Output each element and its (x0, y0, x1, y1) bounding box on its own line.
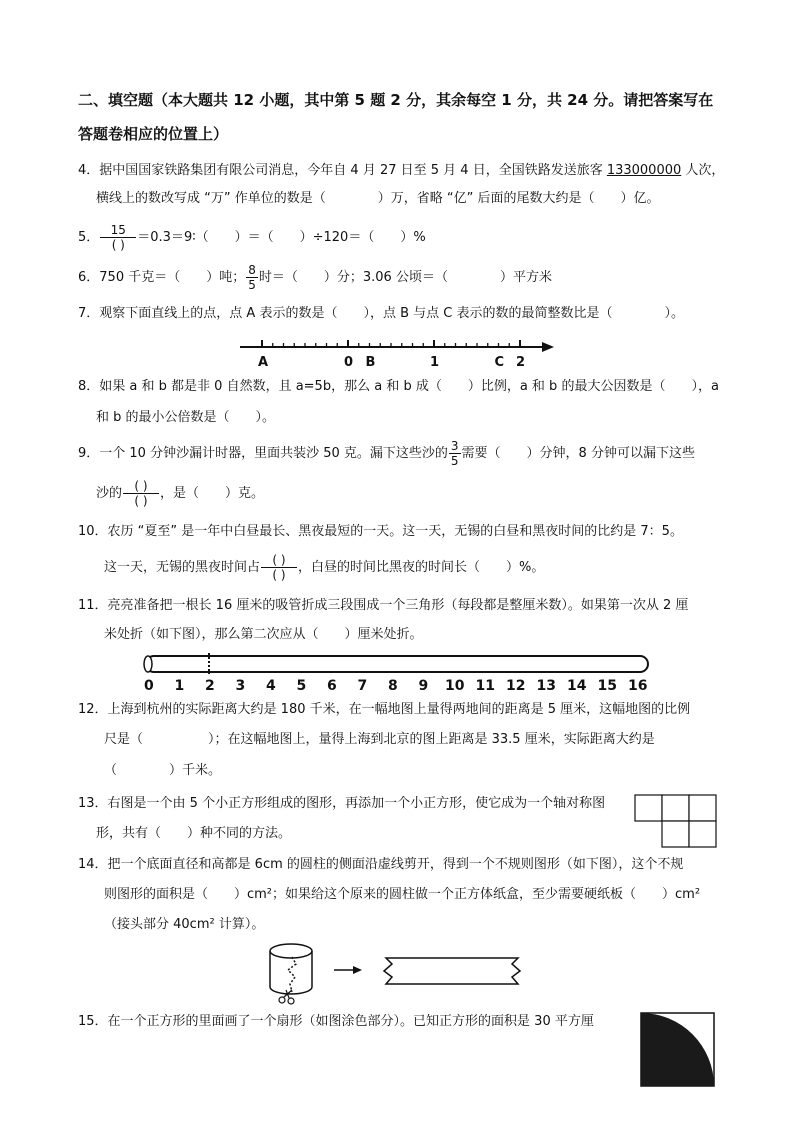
square (689, 795, 716, 821)
ruler-label: 7 (357, 678, 368, 694)
question-number: 4． (78, 163, 100, 178)
question-number: 9． (78, 446, 100, 461)
cut-dashed-line (288, 957, 296, 992)
cylinder-top (270, 944, 312, 958)
fraction: $\frac{3}{5}$ (450, 439, 459, 468)
question-number: 14． (78, 857, 108, 872)
question-5: 5． $\frac{15}{( )}$ ＝0.3＝9∶（ ）＝（ ）÷120＝（ ）% (78, 223, 426, 252)
ruler-label: 10 (445, 678, 465, 694)
ruler-label: 11 (475, 678, 495, 694)
question-number: 10． (78, 524, 108, 539)
fraction: $\frac{( )}{( )}$ (261, 553, 297, 582)
ruler-label: 0 (144, 678, 154, 694)
fraction: $\frac{( )}{( )}$ (123, 479, 159, 508)
question-number: 13． (78, 796, 108, 811)
number-line-label: C (494, 355, 505, 370)
question-9: 9．一个 10 分钟沙漏计时器，里面共装沙 50 克。漏下这些沙的 $\frac{3}{5}$ 需要（ ）分钟，8 分钟可以漏下这些 (78, 439, 695, 468)
question-12-line2: 尺是（ ）；在这幅地图上，量得上海到北京的图上距离是 33.5 厘米，实际距离大约是 (104, 732, 655, 747)
question-6: 6．750 千克＝（ ）吨； $\frac{8}{5}$ 时＝（ ）分；3.06 公顷＝（ ）平方米 (78, 263, 552, 292)
cylinder-cut-figure (262, 940, 532, 1008)
question-15: 15．在一个正方形的里面画了一个扇形（如图涂色部分）。已知正方形的面积是 30 平方厘 (78, 1014, 594, 1029)
unrolled-shape (384, 958, 520, 984)
question-12-line3: （ ）千米。 (104, 763, 222, 778)
arrow-head-icon (542, 342, 554, 352)
question-number: 6． (78, 270, 100, 285)
five-squares-figure (634, 794, 718, 850)
question-number: 8． (78, 379, 100, 394)
question-13: 13．右图是一个由 5 个小正方形组成的图形，再添加一个小正方形，使它成为一个轴对称图 (78, 796, 606, 811)
number-line-figure (238, 330, 558, 370)
scissors-icon (279, 990, 294, 1004)
question-11-line2: 米处折（如下图），那么第二次应从（ ）厘米处折。 (104, 627, 423, 642)
straw-end (144, 656, 152, 672)
fraction: $\frac{8}{5}$ (248, 263, 256, 292)
fraction: $\frac{15}{( )}$ (100, 223, 136, 252)
number-line-label: 2 (516, 355, 526, 370)
question-12: 12．上海到杭州的实际距离大约是 180 千米，在一幅地图上量得两地间的距离是 5 厘米，这幅地图的比例 (78, 702, 691, 717)
square (635, 795, 662, 821)
question-10: 10．农历 “夏至” 是一年中白昼最长、黑夜最短的一天。这一天，无锡的白昼和黑夜时间的比约是 7：5。 (78, 524, 683, 539)
question-number: 12． (78, 702, 108, 717)
underlined-number: 133000000 (606, 163, 682, 178)
question-14: 14．把一个底面直径和高都是 6cm 的圆柱的侧面沿虚线剪开，得到一个不规则图形（如下图），这个不规 (78, 857, 684, 872)
ruler-label: 8 (388, 678, 398, 694)
ruler-label: 9 (418, 678, 429, 694)
ruler-label: 12 (506, 678, 526, 694)
question-9-line2: 沙的 $\frac{( )}{( )}$ ，是（ ）克。 (96, 479, 265, 508)
question-7: 7．观察下面直线上的点，点 A 表示的数是（ ），点 B 与点 C 表示的数的最简整数比是（ ）。 (78, 306, 684, 321)
ruler-label: 5 (296, 678, 307, 694)
ruler-label: 13 (536, 678, 556, 694)
question-11: 11．亮亮准备把一根长 16 厘米的吸管折成三段围成一个三角形（每段都是整厘米数）。如果第一次从 2 厘 (78, 598, 689, 613)
section-heading: 二、填空题（本大题共 12 小题，其中第 5 题 2 分，其余每空 1 分，共 24 分。请把答案写在 (78, 91, 714, 109)
ruler-label: 1 (174, 678, 185, 694)
number-line-label: 1 (430, 355, 440, 370)
ruler-label: 2 (205, 678, 215, 694)
ruler-label: 4 (266, 678, 276, 694)
square (689, 821, 716, 847)
question-4-line2: 横线上的数改写成 “万” 作单位的数是（ ）万，省略 “亿” 后面的尾数大约是（ ）亿。 (96, 191, 660, 206)
question-14-line3: （接头部分 40cm² 计算）。 (104, 917, 265, 932)
question-8-line2: 和 b 的最小公倍数是（ ）。 (96, 410, 276, 425)
question-number: 15． (78, 1014, 108, 1029)
straw-figure (140, 652, 660, 694)
number-line-label: A (258, 355, 269, 370)
straw-body (146, 656, 648, 672)
section-heading-cont: 答题卷相应的位置上） (78, 125, 229, 143)
question-8: 8．如果 a 和 b 都是非 0 自然数，且 a=5b，那么 a 和 b 成（ ）比例，a 和 b 的最大公因数是（ ），a (78, 379, 719, 394)
question-number: 5． (78, 230, 100, 245)
sector-square-figure (640, 1012, 716, 1088)
question-13-line2: 形，共有（ ）种不同的方法。 (96, 826, 292, 841)
ruler-label: 16 (628, 678, 648, 694)
question-10-line2: 这一天，无锡的黑夜时间占 $\frac{( )}{( )}$ ，白昼的时间比黑夜的时间长（ ）%。 (104, 553, 545, 582)
ruler-label: 3 (235, 678, 246, 694)
question-number: 7． (78, 306, 100, 321)
arrow-right-icon (353, 966, 362, 974)
question-4: 4．据中国国家铁路集团有限公司消息，今年自 4 月 27 日至 5 月 4 日，全国铁路发送旅客 133000000 人次， (78, 163, 725, 178)
question-14-line2: 则图形的面积是（ ）cm²；如果给这个原来的圆柱做一个正方体纸盒，至少需要硬纸板（ ）cm² (104, 887, 701, 902)
number-line-label: 0 (344, 355, 354, 370)
question-number: 11． (78, 598, 108, 613)
square (662, 821, 689, 847)
ruler-label: 14 (567, 678, 587, 694)
ruler-label: 15 (597, 678, 617, 694)
ruler-label: 6 (327, 678, 337, 694)
number-line-label: B (365, 355, 376, 370)
square (662, 795, 689, 821)
